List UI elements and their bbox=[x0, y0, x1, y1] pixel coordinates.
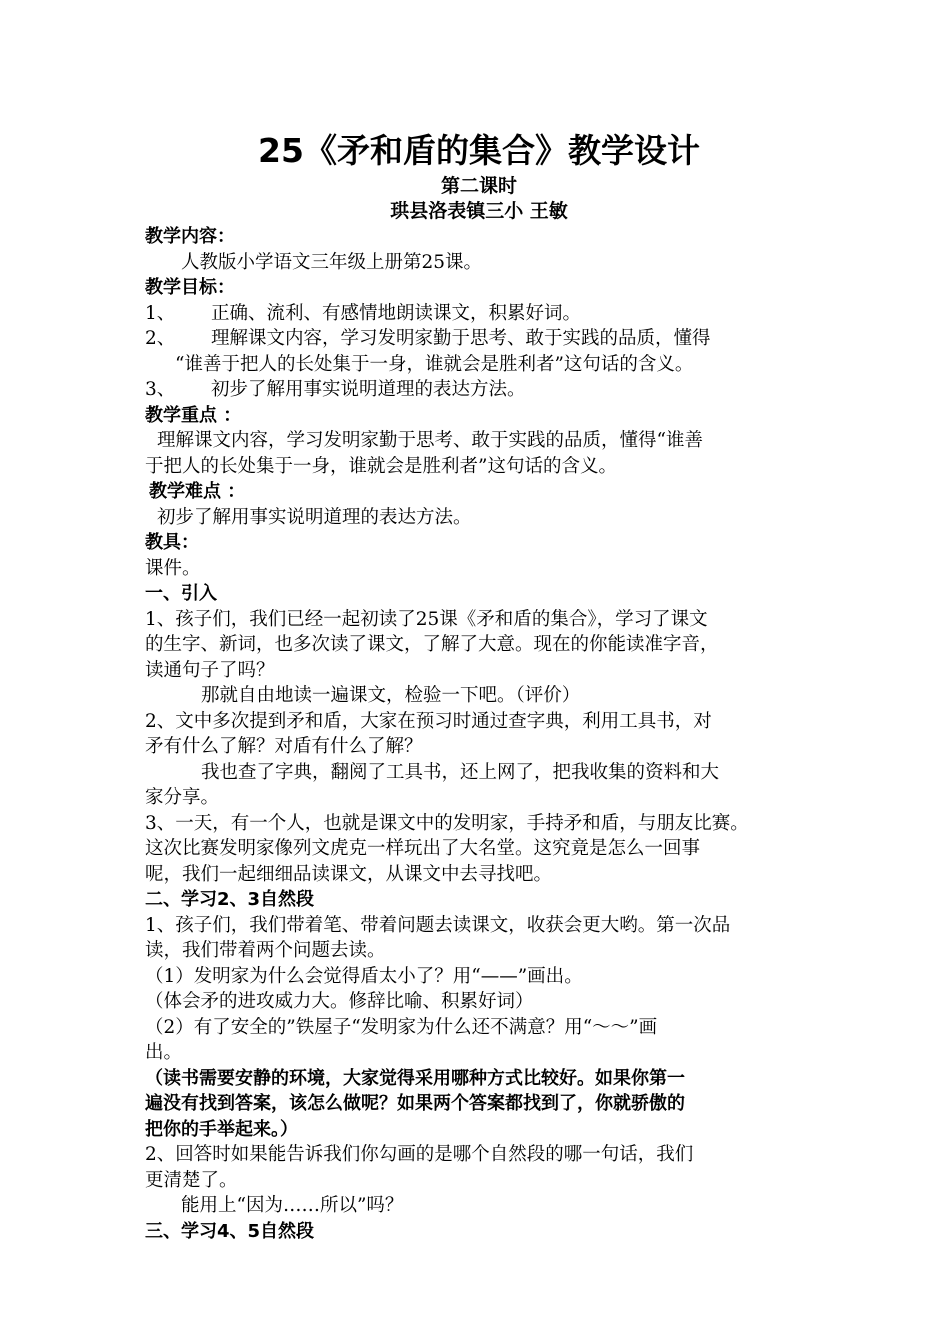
content-heading: 教学内容： bbox=[145, 226, 235, 247]
section-1-line: 呢，我们一起细细品读课文，从课文中去寻找吧。 bbox=[145, 863, 553, 885]
section-2-line: 2、回答时如果能告诉我们你勾画的是哪个自然段的哪一句话，我们 bbox=[145, 1144, 694, 1165]
section-1-heading: 一、引入 bbox=[145, 583, 217, 604]
section-2-line: 1、孩子们，我们带着笔、带着问题去读课文，收获会更大哟。第一次品 bbox=[145, 914, 731, 936]
content-text: 人教版小学语文三年级上册第25课。 bbox=[181, 251, 483, 273]
difficulty-text: 初步了解用事实说明道理的表达方法。 bbox=[157, 506, 472, 528]
section-2-line: 出。 bbox=[145, 1042, 183, 1063]
section-1-line: 我也查了字典，翻阅了工具书，还上网了，把我收集的资料和大 bbox=[201, 761, 720, 783]
section-2-bold-note: （读书需要安静的环境，大家觉得采用哪种方式比较好。如果你第一 bbox=[145, 1067, 685, 1089]
goal-item-2: 2、 理解课文内容，学习发明家勤于思考、敢于实践的品质，懂得 bbox=[145, 328, 711, 349]
goals-heading: 教学目标： bbox=[145, 277, 235, 298]
tools-heading: 教具： bbox=[145, 532, 199, 553]
section-2-line: （2）有了安全的”铁屋子“发明家为什么还不满意？用“～～”画 bbox=[145, 1016, 658, 1038]
author-line: 珙县洛表镇三小 王敏 bbox=[390, 200, 568, 222]
section-2-heading: 二、学习2、3自然段 bbox=[145, 889, 315, 910]
document-title: 25《矛和盾的集合》教学设计 bbox=[258, 131, 700, 170]
goal-item-2-cont: “谁善于把人的长处集于一身，谁就会是胜利者”这句话的含义。 bbox=[175, 353, 694, 375]
key-text-2: 于把人的长处集于一身，谁就会是胜利者”这句话的含义。 bbox=[145, 455, 617, 477]
goal-item-3: 3、 初步了解用事实说明道理的表达方法。 bbox=[145, 379, 526, 400]
section-2-line: 读，我们带着两个问题去读。 bbox=[145, 940, 386, 961]
section-3-heading: 三、学习4、5自然段 bbox=[145, 1220, 315, 1242]
key-text-1: 理解课文内容，学习发明家勤于思考、敢于实践的品质，懂得“谁善 bbox=[157, 430, 703, 451]
section-2-line: 能用上“因为……所以”吗？ bbox=[181, 1195, 404, 1216]
section-2-line: 更清楚了。 bbox=[145, 1169, 238, 1191]
goal-item-1: 1、 正确、流利、有感情地朗读课文，积累好词。 bbox=[145, 302, 582, 324]
section-1-line: 这次比赛发明家像列文虎克一样玩出了大名堂。这究竟是怎么一回事 bbox=[145, 838, 701, 859]
tools-text: 课件。 bbox=[145, 557, 201, 579]
section-1-line: 3、一天，有一个人，也就是课文中的发明家，手持矛和盾，与朋友比赛。 bbox=[145, 812, 749, 834]
section-1-line: 矛有什么了解？对盾有什么了解？ bbox=[145, 736, 423, 757]
document-page bbox=[145, 128, 813, 1244]
section-1-line: 的生字、新词，也多次读了课文，了解了大意。现在的你能读准字音， bbox=[145, 634, 719, 655]
section-2-line: （1）发明家为什么会觉得盾太小了？用“——”画出。 bbox=[145, 965, 583, 987]
section-2-line: （体会矛的进攻威力大。修辞比喻、积累好词） bbox=[145, 991, 534, 1012]
lesson-period: 第二课时 bbox=[440, 175, 517, 197]
key-heading: 教学重点 ： bbox=[145, 404, 242, 426]
difficulty-heading: 教学难点 ： bbox=[149, 481, 246, 502]
section-2-bold-note: 遍没有找到答案，该怎么做呢？如果两个答案都找到了，你就骄傲的 bbox=[145, 1093, 685, 1114]
section-2-bold-note: 把你的手举起来。） bbox=[145, 1118, 298, 1140]
section-1-line: 1、孩子们，我们已经一起初读了25课《矛和盾的集合》，学习了课文 bbox=[145, 608, 708, 630]
section-1-line: 2、文中多次提到矛和盾，大家在预习时通过查字典，利用工具书，对 bbox=[145, 710, 712, 732]
section-1-line: 读通句子了吗？ bbox=[145, 659, 275, 681]
section-1-line: 那就自由地读一遍课文，检验一下吧。（评价） bbox=[201, 685, 581, 706]
section-1-line: 家分享。 bbox=[145, 787, 220, 808]
